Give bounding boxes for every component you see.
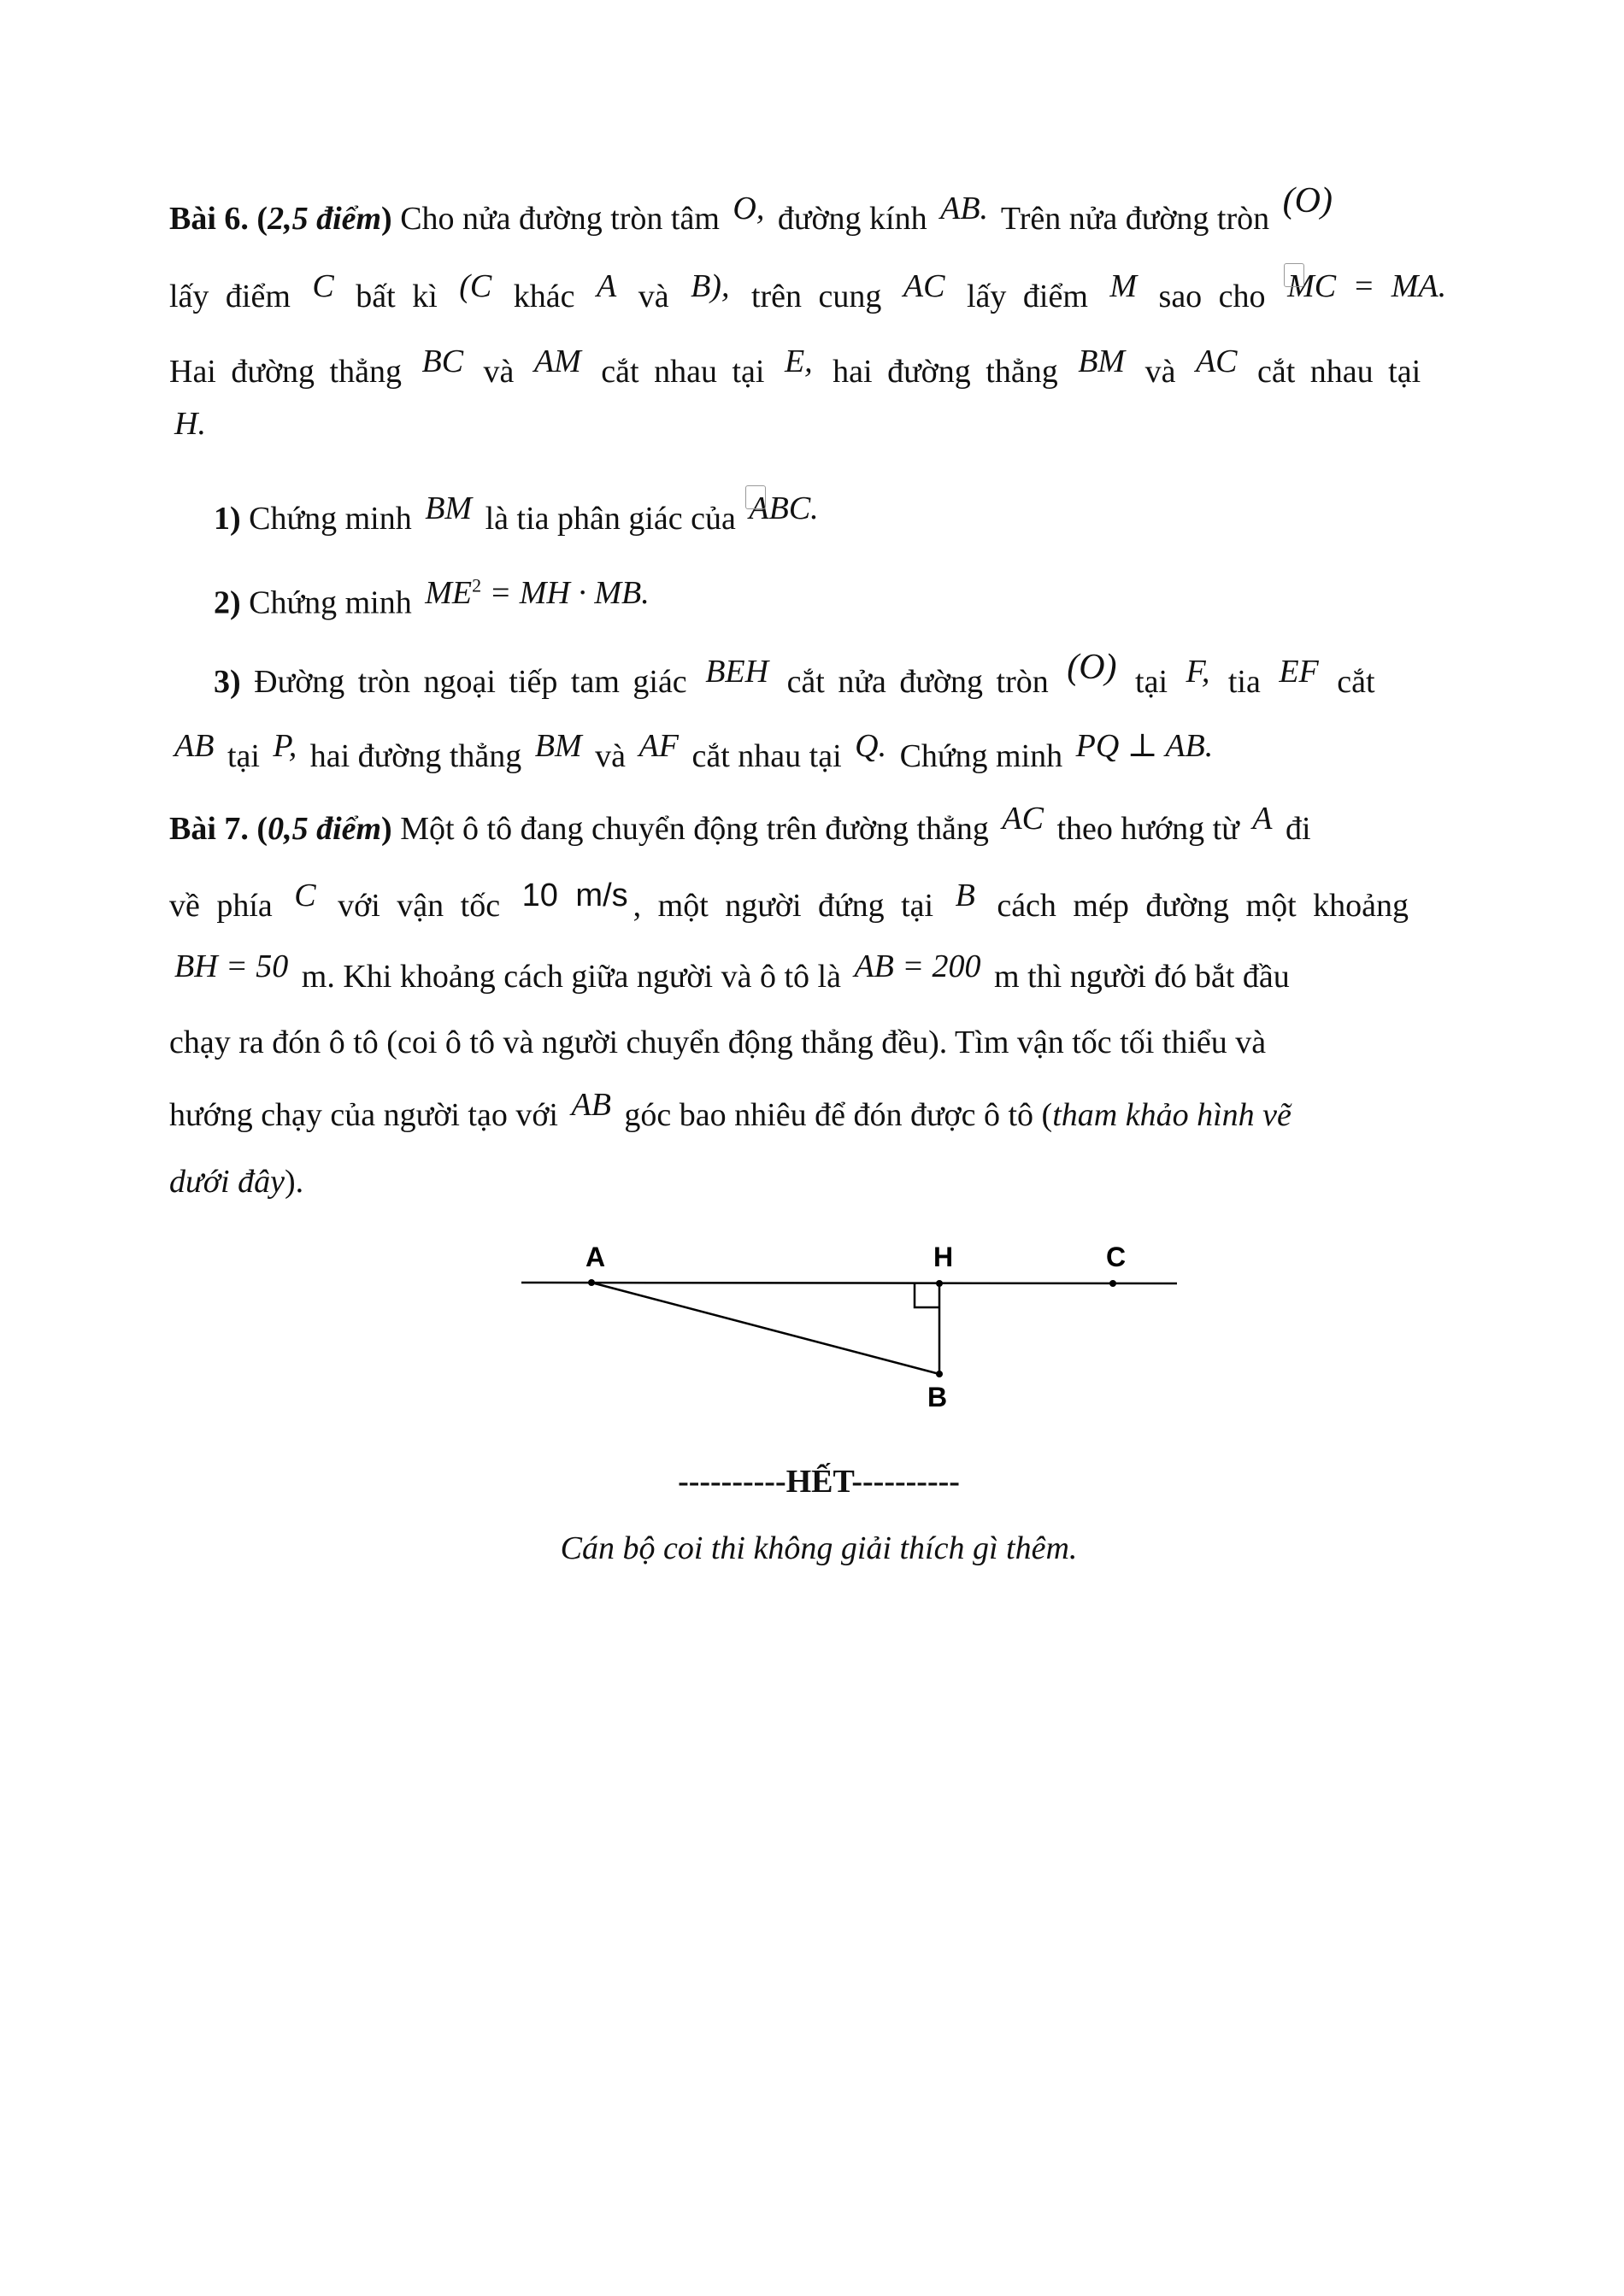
question-number: 1) (214, 501, 241, 537)
question-text: Chứng minh (249, 584, 412, 621)
point-B (936, 1371, 943, 1377)
math-BM: BM (1078, 344, 1126, 379)
question-text: cắt nhau tại (691, 738, 842, 774)
b6-text: Hai đường thẳng (169, 354, 402, 390)
question-text: hai đường thẳng (309, 738, 522, 774)
math-rhs: = MH · MB. (481, 574, 650, 611)
point-H (936, 1280, 943, 1287)
math-AC: AC (903, 268, 945, 304)
question-number: 3) (214, 664, 241, 700)
b6-question-1 (214, 480, 1468, 557)
b7-line-5 (169, 1077, 1468, 1154)
b6-text: lấy điểm (966, 279, 1088, 314)
b7-text: theo hướng từ (1056, 811, 1239, 847)
b6-line-2 (169, 258, 1468, 335)
label-H: H (933, 1242, 954, 1272)
b7-score: 0,5 điểm (268, 811, 382, 847)
math-perpendicular: PQ ⊥ AB. (1075, 728, 1214, 764)
question-text: tại (1135, 664, 1168, 700)
b7-text: về phía (169, 888, 273, 924)
question-text: tia (1227, 664, 1261, 700)
math-AB: AB (571, 1087, 611, 1123)
b7-title: Bài 7. (169, 811, 249, 847)
math-AM: AM (533, 344, 581, 379)
math-C: C (294, 878, 316, 913)
label-C: C (1106, 1242, 1127, 1272)
math-AC: AC (1002, 801, 1044, 837)
math-A: A (1252, 801, 1273, 837)
point-A (588, 1279, 595, 1286)
b6-question-3b (169, 718, 1468, 795)
math-BM: BM (425, 490, 473, 526)
math-BH: BH = 50 (174, 948, 289, 984)
b7-line-4 (169, 1004, 1468, 1081)
b6-text: cắt nhau tại (1257, 354, 1421, 390)
b6-text: và (1144, 354, 1176, 390)
math-EF: EF (1279, 654, 1319, 690)
math-F: F, (1186, 654, 1210, 690)
b6-text: trên cung (750, 279, 882, 314)
end-marker: ----------HẾT---------- (678, 1464, 960, 1500)
b7-text: với vận tốc (338, 888, 501, 924)
b7-italic-text: dưới đây (169, 1164, 285, 1200)
math-equation (420, 575, 654, 611)
b6-title: Bài 6. (169, 201, 249, 237)
math-BM: BM (534, 728, 582, 764)
question-text: là tia phân giác của (485, 501, 736, 537)
b7-text: m. Khi khoảng cách giữa người và ô tô là (301, 959, 841, 995)
question-text: và (595, 738, 627, 774)
b6-text: lấy điểm (169, 279, 291, 314)
b6-text: Trên nửa đường tròn (1000, 201, 1270, 237)
math-AB-value: AB = 200 (854, 948, 981, 984)
b6-text: đường kính (777, 201, 927, 237)
math-B: B (955, 878, 975, 913)
b6-text: khác (513, 279, 575, 314)
figure-diagram (513, 1239, 1197, 1427)
question-text: Đường tròn ngoại tiếp tam giác (254, 664, 687, 700)
math-circle-O: (O) (1282, 181, 1333, 220)
b7-text: hướng chạy của người tạo với (169, 1097, 558, 1133)
b6-text: cắt nhau tại (601, 354, 765, 390)
math-E: E, (784, 344, 813, 379)
b6-line-1: Bài 6. (2,5 điểm) Cho nửa đường tròn tâm O, đường kính AB. Trên nửa đường tròn (O) (169, 179, 1468, 257)
point-C (1109, 1280, 1116, 1287)
question-text: Chứng minh (899, 738, 1063, 774)
math-AB: AB. (940, 191, 989, 226)
b7-text: ). (284, 1164, 304, 1200)
math-B: B), (691, 268, 730, 304)
label-B: B (927, 1382, 948, 1412)
b7-text: Một ô tô đang chuyển động trên đường thẳng (400, 811, 989, 847)
math-O: O, (733, 191, 765, 226)
math-C: C (312, 268, 334, 304)
math-M: M (1109, 268, 1138, 304)
b6-line-4 (169, 396, 1468, 473)
math-circle-O: (O) (1067, 648, 1117, 687)
b7-line-6 (169, 1143, 1468, 1220)
question-text: cắt (1337, 664, 1375, 700)
right-angle-mark (915, 1283, 939, 1307)
math-AF: AF (638, 728, 679, 764)
segment-AB (591, 1283, 939, 1374)
math-H: H. (174, 406, 206, 442)
b6-text: hai đường thẳng (833, 354, 1058, 390)
math-AB: AB (174, 728, 215, 764)
math-angle-ABC: ABC. (744, 490, 823, 526)
b6-text: bất kì (356, 279, 438, 314)
b7-italic-text: tham khảo hình vẽ (1052, 1097, 1292, 1133)
b7-text: m thì người đó bắt đầu (994, 959, 1290, 995)
b7-line-1: Bài 7. (0,5 điểm) Một ô tô đang chuyển động trên đường thẳng AC theo hướng từ A đi (169, 801, 1311, 847)
b6-text: sao cho (1158, 279, 1266, 314)
b6-score: 2,5 điểm (268, 201, 382, 237)
b7-line-2 (169, 867, 1468, 944)
label-A: A (585, 1242, 606, 1272)
math-BEH: BEH (705, 654, 769, 690)
b7-text: cách mép đường một khoảng (997, 888, 1409, 924)
b7-text: , một người đứng tại (633, 888, 934, 924)
question-text: Chứng minh (249, 501, 412, 537)
b6-text: và (638, 279, 669, 314)
question-number: 2) (214, 584, 241, 621)
math-AC: AC (1195, 344, 1238, 379)
math-arc-equality: MC = MA. (1282, 268, 1451, 304)
proctor-note: Cán bộ coi thi không giải thích gì thêm. (560, 1530, 1078, 1566)
math-exponent: 2 (472, 574, 482, 596)
math-BC: BC (421, 344, 464, 379)
b6-text: Cho nửa đường tròn tâm (400, 201, 720, 237)
math-speed: 10 m/s (521, 878, 628, 913)
b6-text: và (483, 354, 515, 390)
b6-question-3a (214, 643, 1468, 720)
math-P: P, (273, 728, 297, 764)
math-Q: Q. (855, 728, 887, 764)
b6-question-2 (214, 557, 1468, 642)
b7-text: chạy ra đón ô tô (coi ô tô và người chuyển động thẳng đều). Tìm vận tốc tối thiểu và (169, 1025, 1267, 1060)
b7-text: góc bao nhiêu để đón được ô tô ( (624, 1097, 1053, 1133)
math-C: (C (459, 268, 492, 304)
math-ME: ME (425, 574, 473, 611)
question-text: tại (227, 738, 260, 774)
math-A: A (596, 268, 617, 304)
question-text: cắt nửa đường tròn (786, 664, 1049, 700)
b7-text: đi (1285, 811, 1311, 847)
